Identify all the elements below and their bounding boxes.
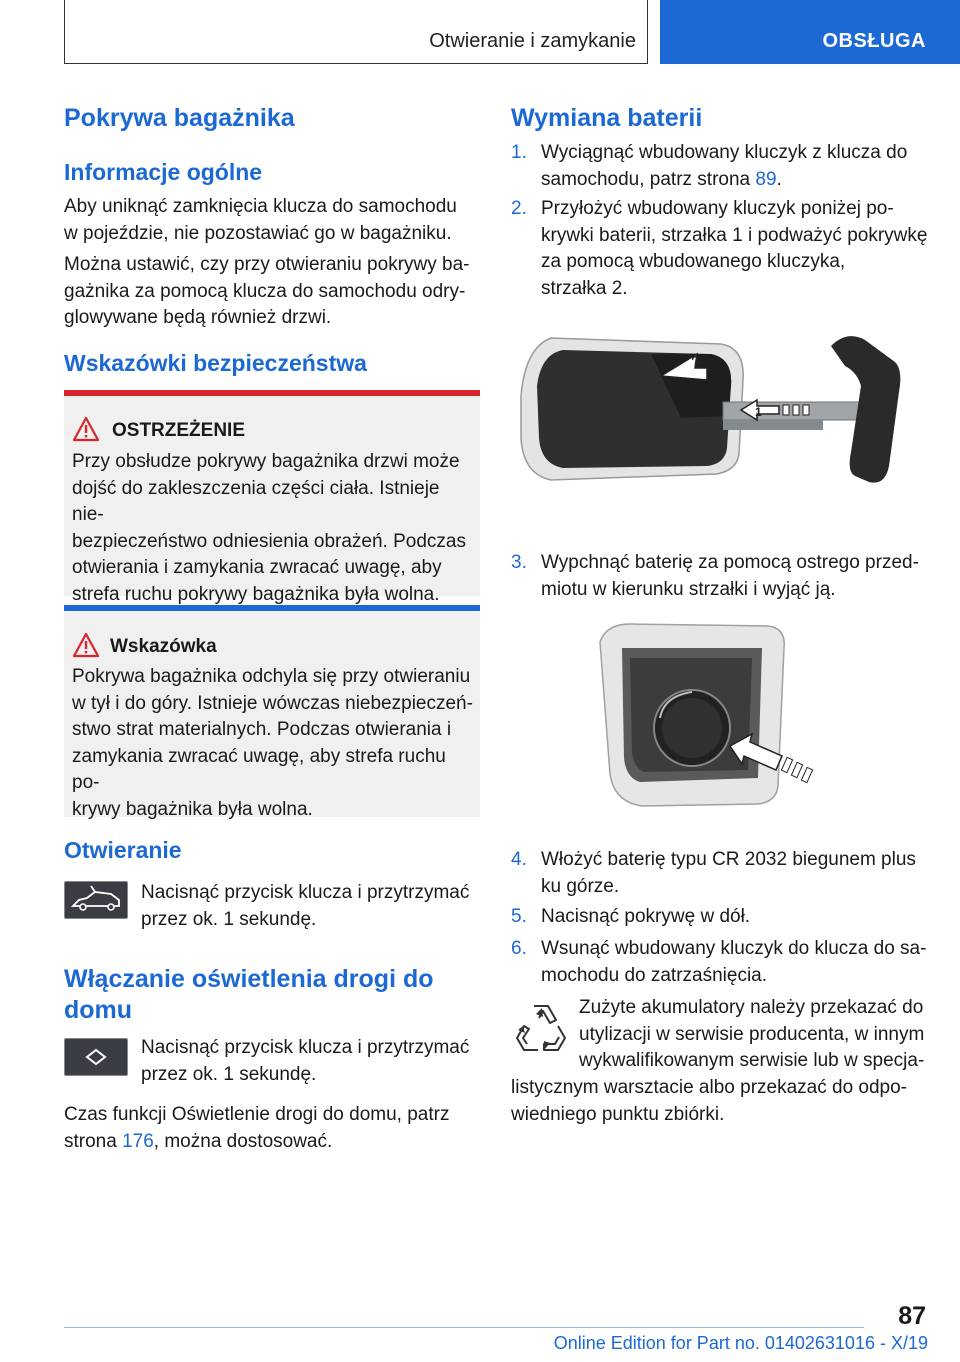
footer-divider	[64, 1327, 864, 1328]
warning-title: OSTRZEŻENIE	[112, 420, 246, 441]
step-2-text: Przyłożyć wbudowany kluczyk poniżej po- krywki baterii, strzałka 1 i podważyć pokrywkę za pomocą wbudowanego kluczyka, strzałka 2.	[541, 198, 928, 299]
heading-home-light: Włączanie oświetlenia drogi do domu	[64, 965, 434, 1024]
caution-triangle-icon	[72, 632, 100, 658]
step-number: 1.	[511, 142, 527, 163]
step-number: 3.	[511, 552, 527, 573]
step-4-text: Włożyć baterię typu CR 2032 biegunem plus ku górze.	[541, 849, 916, 897]
arrow-1-label: 1	[755, 405, 762, 419]
home-light-paragraph: Czas funkcji Oświetlenie drogi do domu, patrz strona 176, można dostosować.	[64, 1104, 450, 1152]
note-text: Pokrywa bagażnika odchyla się przy otwieraniu w tył i do góry. Istnieje wówczas niebezpieczeń- stwo strat materialnych. Podczas otwierania i zamykania zwracać uwagę, aby strefa ruchu po- krywy bagażnika była wolna.	[72, 666, 473, 820]
recycling-icon	[512, 1000, 570, 1056]
arrow-2-label: 2	[689, 351, 703, 369]
page-link-89[interactable]: 89	[755, 168, 777, 190]
subheading-opening: Otwieranie	[64, 837, 182, 863]
page-number: 87	[898, 1302, 926, 1330]
key-blade-figure	[511, 326, 911, 492]
battery-removal-figure	[580, 618, 850, 810]
heading-trunk-lid: Pokrywa bagażnika	[64, 104, 295, 132]
step-1-text: Wyciągnąć wbudowany kluczyk z klucza do samochodu, patrz strona 89.	[541, 142, 908, 190]
note-title: Wskazówka	[110, 636, 217, 657]
trunk-button-icon	[64, 881, 128, 919]
subheading-general: Informacje ogólne	[64, 159, 263, 185]
step-5-text: Nacisnąć pokrywę w dół.	[541, 906, 751, 927]
chapter-tab-label: OBSŁUGA	[822, 30, 926, 52]
step-number: 6.	[511, 938, 527, 959]
step-3-text: Wypchnąć baterię za pomocą ostrego przed- miotu w kierunku strzałki i wyjąć ją.	[541, 552, 919, 600]
recycling-text-indented: Zużyte akumulatory należy przekazać do utylizacji w serwisie producenta, w innym wykwalifikowanym serwisie lub w specja-	[579, 997, 925, 1071]
step-number: 2.	[511, 198, 527, 219]
subheading-safety: Wskazówki bezpieczeństwa	[64, 350, 367, 376]
general-paragraph-1: Aby uniknąć zamknięcia klucza do samochodu w pojeździe, nie pozostawiać go w bagażniku.	[64, 196, 457, 244]
heading-battery: Wymiana baterii	[511, 104, 703, 132]
warning-triangle-icon	[72, 416, 100, 442]
opening-text: Nacisnąć przycisk klucza i przytrzymać przez ok. 1 sekundę.	[141, 882, 470, 930]
recycling-text: listycznym warsztacie albo przekazać do odpo- wiedniego punktu zbiórki.	[511, 1077, 908, 1125]
home-light-text: Nacisnąć przycisk klucza i przytrzymać przez ok. 1 sekundę.	[141, 1037, 470, 1085]
warning-text: Przy obsłudze pokrywy bagażnika drzwi może dojść do zakleszczenia części ciała. Istnieje nie- bezpieczeństwo odniesienia obrażeń. Podczas otwierania i zamykania zwracać uwagę, aby strefa ruchu pokrywy bagażnika była wolna.	[72, 451, 466, 605]
step-6-text: Wsunąć wbudowany kluczyk do klucza do sa- mochodu do zatrzaśnięcia.	[541, 938, 927, 986]
section-title: Otwieranie i zamykanie	[429, 30, 636, 52]
footer-edition: Online Edition for Part no. 01402631016 - X/19	[553, 1333, 928, 1353]
step-number: 4.	[511, 849, 527, 870]
home-light-button-icon	[64, 1038, 128, 1076]
step-number: 5.	[511, 906, 527, 927]
page-link-176[interactable]: 176	[122, 1130, 154, 1152]
general-paragraph-2: Można ustawić, czy przy otwieraniu pokrywy ba- gażnika za pomocą klucza do samochodu odry- glowywane będą również drzwi.	[64, 254, 470, 328]
